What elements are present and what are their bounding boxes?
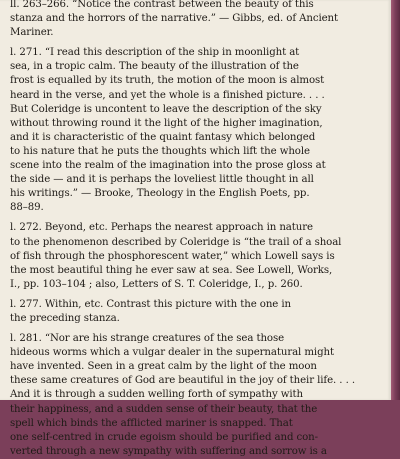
- text-line: frost is equalled by its truth, the motion of the moon is almost: [10, 75, 325, 87]
- text-line: sea, in a tropic calm. The beauty of the illustration of the: [10, 61, 299, 73]
- text-line: I., pp. 103–104 ; also, Letters of S. T. Coleridge, I., p. 260.: [10, 278, 303, 290]
- text-line: without throwing round it the light of the higher imagination,: [10, 117, 323, 129]
- text-line: the preceding stanza.: [10, 312, 120, 324]
- text-line: Mariner.: [10, 27, 54, 39]
- text-line: But Coleridge is uncontent to leave the description of the sky: [10, 103, 322, 115]
- text-line: these same creatures of God are beautiful in the joy of their life. . . .: [10, 375, 356, 387]
- text-line: his writings.” — Brooke, Theology in the English Poets, pp.: [10, 188, 310, 200]
- text-line: stanza and the horrors of the narrative.” — Gibbs, ed. of Ancient: [10, 13, 338, 25]
- text-line: l. 281. “Nor are his strange creatures of the sea those: [10, 333, 285, 345]
- page-text: [10, 0, 386, 459]
- text-line: l. 277. Within, etc. Contrast this picture with the one in: [10, 298, 291, 310]
- text-line: And it is through a sudden welling forth of sympathy with: [10, 389, 303, 401]
- text-line: scene into the realm of the imagination into the prose gloss at: [10, 160, 326, 172]
- text-line: have invented. Seen in a great calm by the light of the moon: [10, 361, 317, 373]
- text-line: ll. 263–266. “Notice the contrast between the beauty of this: [10, 0, 314, 10]
- book-cover-edge: [391, 0, 400, 400]
- text-line: spell which binds the afflicted mariner is snapped. That: [10, 417, 293, 429]
- text-line: hideous worms which a vulgar dealer in the supernatural might: [10, 347, 334, 359]
- text-line: to the phenomenon described by Coleridge is “the trail of a shoal: [10, 236, 342, 248]
- text-line: and it is characteristic of the quaint fantasy which belonged: [10, 131, 316, 143]
- text-line: the side — and it is perhaps the loveliest little thought in all: [10, 174, 314, 186]
- text-line: l. 271. “I read this description of the ship in moonlight at: [10, 47, 300, 59]
- text-line: heard in the verse, and yet the whole is a finished picture. . . .: [10, 89, 325, 101]
- text-line: l. 272. Beyond, etc. Perhaps the nearest approach in nature: [10, 222, 313, 234]
- text-line: of fish through the phosphorescent water,” which Lowell says is: [10, 250, 335, 262]
- text-line: the most beautiful thing he ever saw at sea. See Lowell, Works,: [10, 264, 333, 276]
- text-line: one self-centred in crude egoism should be purified and con-: [10, 431, 318, 443]
- text-line: verted through a new sympathy with suffering and sorrow is a: [10, 445, 327, 457]
- text-line: to his nature that he puts the thoughts which lift the whole: [10, 145, 310, 157]
- text-line: their happiness, and a sudden sense of their beauty, that the: [10, 403, 318, 415]
- text-line: 88–89.: [10, 202, 44, 214]
